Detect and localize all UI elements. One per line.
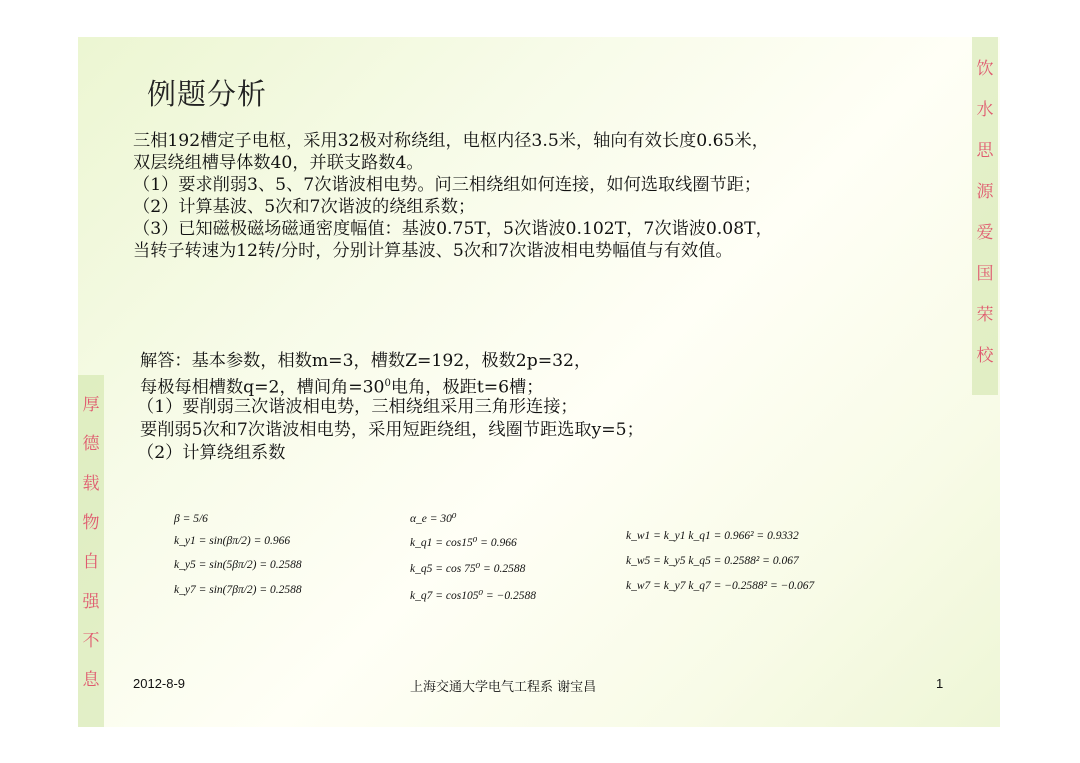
solution-line: （2）计算绕组系数 xyxy=(137,443,286,463)
motto-left-char: 自 xyxy=(82,552,100,572)
motto-left-char: 德 xyxy=(82,434,100,454)
motto-left-char: 物 xyxy=(82,513,100,533)
motto-left-char: 厚 xyxy=(82,395,100,415)
formula-alpha: α_e = 30⁰ xyxy=(410,513,457,525)
motto-left-char: 载 xyxy=(82,474,100,494)
formula-ky1: k_y1 = sin(βπ/2) = 0.966 xyxy=(174,535,291,547)
formula-kw7: k_w7 = k_y7 k_q7 = −0.2588² = −0.067 xyxy=(626,580,815,592)
solution-line: 解答：基本参数，相数m=3，槽数Z=192，极数2p=32， xyxy=(140,351,592,371)
problem-line: （3）已知磁极磁场磁通密度幅值：基波0.75T，5次谐波0.102T，7次谐波0.08T， xyxy=(133,219,773,239)
problem-line: 三相192槽定子电枢，采用32极对称绕组，电枢内径3.5米，轴向有效长度0.65米， xyxy=(133,131,769,151)
motto-right-char: 饮 xyxy=(976,59,994,79)
solution-line: （1）要削弱三次谐波相电势，三相绕组采用三角形连接； xyxy=(137,397,578,417)
motto-right-char: 思 xyxy=(976,141,994,161)
footer-date: 2012-8-9 xyxy=(133,676,186,691)
formula-kw1: k_w1 = k_y1 k_q1 = 0.966² = 0.9332 xyxy=(626,530,799,542)
motto-left-char: 不 xyxy=(82,631,100,651)
formula-ky5: k_y5 = sin(5βπ/2) = 0.2588 xyxy=(174,559,302,571)
problem-line: （1）要求削弱3、5、7次谐波相电势。问三相绕组如何连接，如何选取线圈节距； xyxy=(133,175,762,195)
formula-kq1: k_q1 = cos15⁰ = 0.966 xyxy=(410,537,517,549)
motto-right-char: 国 xyxy=(976,264,994,284)
motto-right-char: 荣 xyxy=(976,305,994,325)
solution-text: 每极每相槽数q=2，槽间角=30 xyxy=(140,377,385,398)
slide-title: 例题分析 xyxy=(147,77,268,111)
formula-kq5: k_q5 = cos 75⁰ = 0.2588 xyxy=(410,563,526,575)
motto-left-char: 息 xyxy=(82,670,100,690)
motto-right-char: 爱 xyxy=(976,223,994,243)
solution-line-2 xyxy=(140,373,543,399)
problem-line: 当转子转速为12转/分时，分别计算基波、5次和7次谐波相电势幅值与有效值。 xyxy=(133,241,733,261)
problem-line: 双层绕组槽导体数40，并联支路数4。 xyxy=(133,153,424,173)
solution-line: 要削弱5次和7次谐波相电势，采用短距绕组，线圈节距选取y=5； xyxy=(140,420,644,440)
motto-right-char: 水 xyxy=(976,100,994,120)
motto-left-char: 强 xyxy=(82,592,100,612)
formula-kw5: k_w5 = k_y5 k_q5 = 0.2588² = 0.067 xyxy=(626,555,799,567)
solution-text: 电角，极距t=6槽； xyxy=(390,377,544,398)
page-number: 1 xyxy=(936,676,944,691)
motto-right-char: 校 xyxy=(976,346,994,366)
formula-ky7: k_y7 = sin(7βπ/2) = 0.2588 xyxy=(174,584,302,596)
footer-org: 上海交通大学电气工程系 谢宝昌 xyxy=(410,680,597,695)
problem-line: （2）计算基波、5次和7次谐波的绕组系数； xyxy=(133,197,476,217)
degree-superscript: 0 xyxy=(384,378,391,389)
formula-beta: β = 5/6 xyxy=(174,513,208,525)
formula-kq7: k_q7 = cos105⁰ = −0.2588 xyxy=(410,590,536,602)
motto-right-char: 源 xyxy=(976,182,994,202)
